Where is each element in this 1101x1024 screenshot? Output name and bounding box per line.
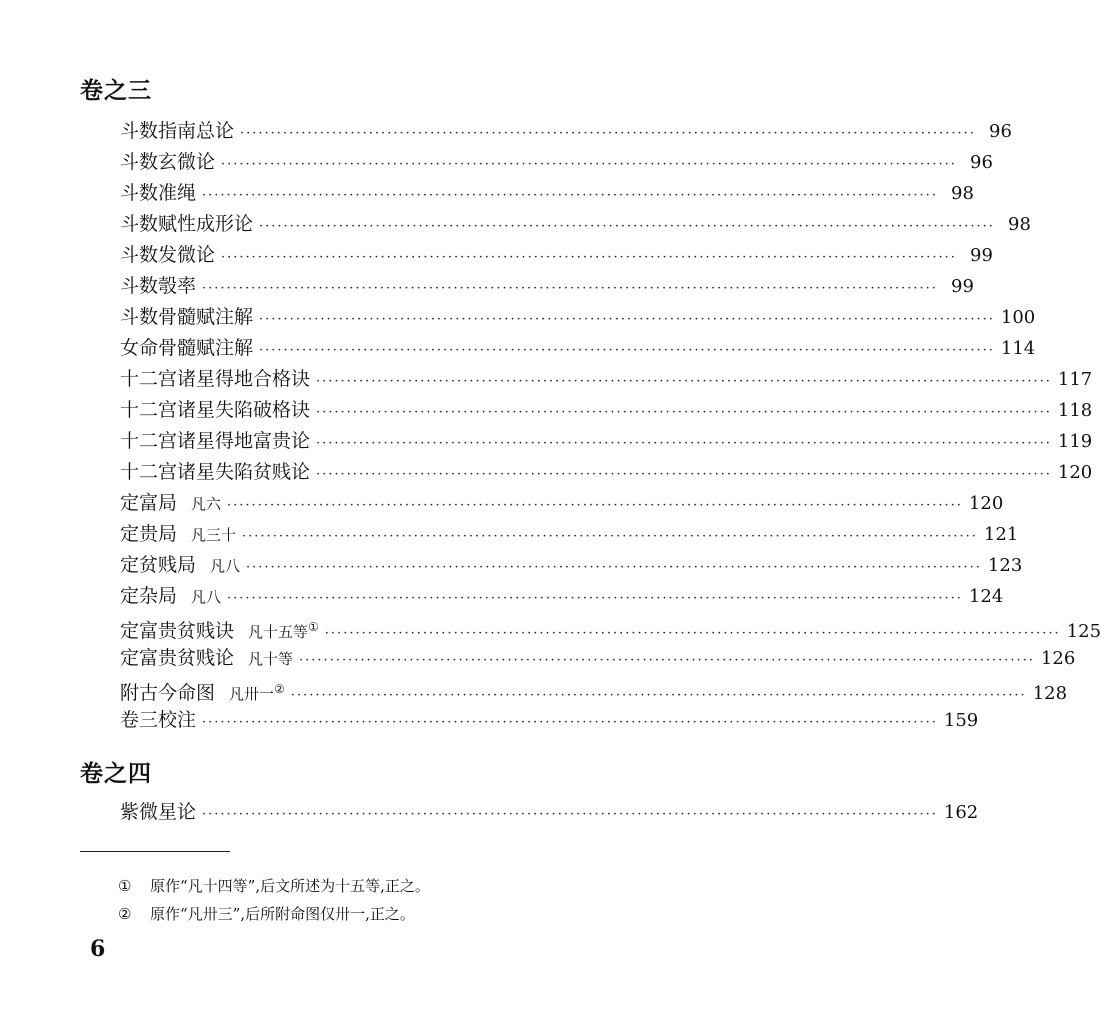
toc-entry [120, 395, 1093, 426]
toc-entry-title: 十二宫诸星失陷贫贱论 [120, 461, 311, 483]
dot-leader: ························································································································ [202, 188, 938, 203]
toc-entry [120, 147, 993, 178]
toc-entry [120, 612, 1101, 643]
dot-leader: ························································································································ [316, 405, 1052, 420]
dot-leader: ························································································································ [221, 157, 957, 172]
toc-entry-title: 斗数骨髓赋注解 [120, 306, 254, 328]
toc-entry-page: 128 [1032, 683, 1068, 704]
toc-entry-title: 附古今命图 [120, 682, 216, 704]
dot-leader: ························································································································ [290, 688, 1027, 703]
toc-entry [120, 333, 1036, 364]
toc-entry [120, 240, 993, 271]
footnote [118, 900, 430, 928]
dot-leader: ························································································································ [259, 343, 995, 358]
toc-entry-note-text: 凡八 [191, 588, 222, 606]
dot-leader: ························································································································ [259, 312, 995, 327]
dot-leader: ························································································································ [227, 591, 963, 606]
toc-entry-page: 99 [970, 245, 993, 266]
toc-entry-page: 121 [983, 524, 1019, 545]
toc-entry-note-text: 凡十等 [248, 650, 294, 668]
dot-leader: ························································································································ [316, 436, 1052, 451]
toc-list-juan-3 [120, 116, 1101, 736]
dot-leader: ························································································································ [324, 626, 1061, 641]
toc-entry [120, 426, 1093, 457]
toc-entry-page: 99 [951, 276, 974, 297]
toc-entry [120, 581, 1004, 612]
toc-entry-title: 斗数发微论 [120, 244, 216, 266]
toc-entry [120, 519, 1019, 550]
toc-entry-page: 117 [1057, 369, 1093, 390]
toc-entry-title: 定富局 [120, 492, 178, 514]
toc-entry [120, 116, 1012, 147]
section-title-juan-3: 卷之三 [80, 78, 152, 104]
dot-leader: ························································································································ [242, 529, 978, 544]
toc-entry [120, 550, 1023, 581]
toc-entry [120, 674, 1068, 705]
toc-entry [120, 271, 974, 302]
toc-entry-title: 斗数彀率 [120, 275, 197, 297]
toc-entry-note [248, 612, 319, 648]
toc-entry [120, 457, 1093, 488]
toc-entry [120, 302, 1036, 333]
toc-entry-page: 96 [989, 121, 1012, 142]
toc-entry-note-text: 凡三十 [191, 526, 237, 544]
toc-entry-page: 96 [970, 152, 993, 173]
toc-entry-title: 十二宫诸星得地富贵论 [120, 430, 311, 452]
toc-entry [120, 178, 974, 209]
toc-entry-note [210, 551, 240, 582]
toc-entry-page: 162 [943, 802, 979, 823]
dot-leader: ························································································································ [259, 219, 995, 234]
footnote-mark: ② [118, 905, 132, 923]
page-number: 6 [90, 936, 106, 962]
toc-entry-title: 定杂局 [120, 585, 178, 607]
toc-entry-note [229, 674, 285, 710]
dot-leader: ························································································································ [299, 653, 1035, 668]
dot-leader: ························································································································ [202, 807, 938, 822]
toc-entry-title: 斗数指南总论 [120, 120, 235, 142]
toc-entry-page: 100 [1000, 307, 1036, 328]
footnote-mark: ① [118, 877, 132, 895]
toc-entry-page: 120 [968, 493, 1004, 514]
toc-entry-title: 十二宫诸星得地合格诀 [120, 368, 311, 390]
toc-entry-page: 119 [1057, 431, 1093, 452]
toc-entry-note-text: 凡卅一 [229, 685, 275, 703]
toc-entry-page: 118 [1057, 400, 1093, 421]
toc-entry-note [191, 582, 221, 613]
toc-entry [120, 705, 979, 736]
toc-entry [120, 488, 1004, 519]
section-title-juan-4: 卷之四 [80, 761, 152, 787]
footnote [118, 872, 430, 900]
toc-entry-title: 定富贵贫贱论 [120, 647, 235, 669]
toc-entry-title: 定富贵贫贱诀 [120, 620, 235, 642]
toc-entry-note [191, 520, 236, 551]
dot-leader: ························································································································ [202, 715, 938, 730]
toc-entry-page: 98 [1008, 214, 1031, 235]
toc-list-juan-4 [120, 797, 979, 828]
dot-leader: ························································································································ [221, 250, 957, 265]
toc-entry-title: 定贵局 [120, 523, 178, 545]
toc-entry-title: 斗数赋性成形论 [120, 213, 254, 235]
dot-leader: ························································································································ [316, 467, 1052, 482]
footnotes [118, 872, 430, 928]
toc-entry-note [191, 489, 221, 520]
toc-entry-page: 123 [987, 555, 1023, 576]
footnote-text: 原作“凡十四等”,后文所述为十五等,正之。 [150, 877, 430, 895]
toc-entry-page: 126 [1040, 648, 1076, 669]
toc-entry-note-text: 凡十五等 [248, 623, 309, 641]
toc-entry-title: 斗数玄微论 [120, 151, 216, 173]
footnote-reference: ② [274, 682, 285, 696]
toc-entry-title: 十二宫诸星失陷破格诀 [120, 399, 311, 421]
toc-entry [120, 797, 979, 828]
footnote-reference: ① [308, 620, 319, 634]
toc-entry-note [248, 644, 293, 675]
toc-entry-title: 斗数准绳 [120, 182, 197, 204]
toc-entry-page: 114 [1000, 338, 1036, 359]
toc-entry-title: 卷三校注 [120, 709, 197, 731]
dot-leader: ························································································································ [202, 281, 938, 296]
dot-leader: ························································································································ [227, 498, 963, 513]
toc-entry-page: 124 [968, 586, 1004, 607]
dot-leader: ························································································································ [316, 374, 1052, 389]
dot-leader: ························································································································ [246, 560, 982, 575]
toc-entry-page: 125 [1066, 621, 1101, 642]
toc-entry [120, 643, 1076, 674]
toc-entry-page: 120 [1057, 462, 1093, 483]
footnote-text: 原作“凡卅三”,后所附命图仅卅一,正之。 [150, 905, 415, 923]
dot-leader: ························································································································ [240, 126, 976, 141]
footnote-divider [80, 851, 230, 852]
toc-entry-title: 女命骨髓赋注解 [120, 337, 254, 359]
toc-entry-title: 定贫贱局 [120, 554, 197, 576]
toc-entry [120, 364, 1093, 395]
toc-entry [120, 209, 1031, 240]
toc-entry-title: 紫微星论 [120, 801, 197, 823]
toc-entry-note-text: 凡八 [210, 557, 241, 575]
toc-entry-page: 159 [943, 710, 979, 731]
toc-entry-page: 98 [951, 183, 974, 204]
toc-entry-note-text: 凡六 [191, 495, 222, 513]
